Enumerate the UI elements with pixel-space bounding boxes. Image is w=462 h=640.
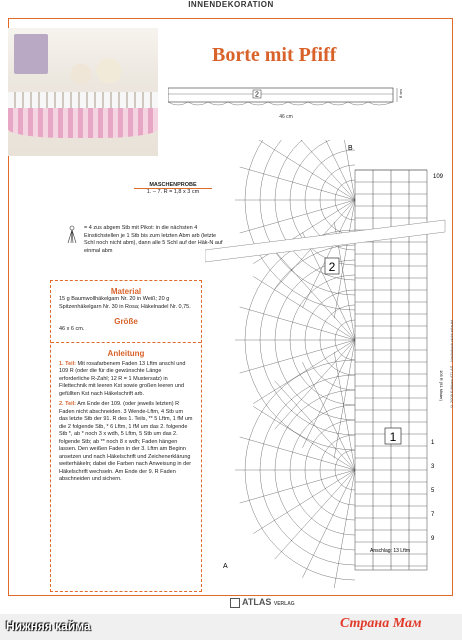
fan-stitch	[253, 140, 355, 200]
label-b: B	[348, 145, 353, 152]
part1-box-label: 1	[389, 430, 397, 444]
fan-stitch	[240, 470, 355, 503]
crochet-chart	[205, 140, 460, 595]
fan-arc	[275, 140, 355, 280]
page-title: Borte mit Pfiff	[212, 44, 337, 66]
fan-stitch	[334, 340, 355, 458]
fan-arc	[260, 140, 355, 295]
fan-stitch	[334, 352, 355, 470]
size-heading: Größe	[114, 317, 138, 326]
fan-stitch	[275, 251, 355, 340]
fan-stitch	[275, 340, 355, 429]
fan-stitch	[302, 362, 355, 470]
strip-height-label: 6 cm	[398, 89, 403, 98]
cluster-picot-icon	[66, 225, 78, 245]
strip-number: 2	[255, 91, 259, 99]
instructions-box	[50, 280, 202, 592]
row-top-label: 109	[433, 174, 444, 180]
row-number: 5	[431, 488, 435, 494]
photo-pink-border	[8, 108, 158, 138]
part2-box-label: 2	[328, 260, 336, 274]
instructions-heading: Anleitung	[107, 348, 145, 358]
atlas-logo-icon	[230, 598, 240, 608]
symbol-legend	[66, 225, 224, 255]
product-photo	[8, 28, 158, 156]
gauge-title: MASCHENPROBE	[134, 182, 212, 189]
gauge-box	[134, 182, 212, 195]
part1-text: Mit rosafarbenem Faden 13 Lftm anschl und 109 R (oder die für die gewünschte Länge erforderliche R-Zahl; 12 R = 1 Mustersatz) in Filettechnik mit leeren Kst sowie großen leeren und gefüllten Kst nach Häkelschrift arb.	[59, 360, 186, 397]
publisher-name: ATLAS	[242, 597, 272, 607]
row-number: 1	[431, 440, 435, 446]
site-watermark: Страна Мам	[340, 616, 422, 631]
fan-stitch	[334, 470, 355, 588]
row-number: 9	[431, 536, 435, 542]
fan-stitch	[240, 167, 355, 200]
size-text: 46 x 6 cm.	[59, 326, 85, 332]
fan-stitch	[302, 200, 355, 308]
row-number: 3	[431, 464, 435, 470]
material-text: 15 g Baumwollhäkelgarn Nr. 20 in Weiß; 20 g Spitzenhäkelgarn Nr. 30 in Rosa; Häkelnadel Nr. 0,75.	[59, 296, 191, 310]
fan-stitch	[302, 340, 355, 448]
fan-stitch	[240, 307, 355, 340]
fan-stitch	[240, 437, 355, 470]
fan-stitch	[240, 200, 355, 233]
legend-text: = 4 zus abgem Stb mit Pikot: in die nächsten 4 Einstichstellen je 1 Stb bis zum letzten Abm arb (letzte Schl noch nicht abm), dann alle 5 Schl auf der Häk-N auf einmal abm	[84, 225, 223, 254]
fan-stitch	[275, 381, 355, 470]
photo-shells	[60, 56, 130, 86]
fan-stitch	[275, 470, 355, 559]
part2-text: Am Ende der 109. (oder jeweils letzten) R Faden nicht abschneiden. 3 Wende-Lftm, 4 Stb um das letzte Stb der 91. R des 1. Teils, ** 5 Lftm, 1 fM um die 2 folgende Stb, * 6 Lftm, 1 fM um das 2. folgende Stb *, ab * noch 3 x wdh, 5 Lftm, 5 Stb um das 2. folgende Stb; ab ** noch 8 x wdh; Faden hängen lassen. Den weißen Faden in der 3. Lftm am Beginn ansetzen und nach Häkelschrift und Zeichenerklärung weiterhäkeln; dabei die Farben nach Anweisung in der Häkelschrift wechseln. Am Ende der 9. R Faden abschneiden und sichern.	[59, 401, 193, 482]
row-count-label: 109 R (91 Mister)	[439, 370, 444, 401]
label-a: A	[223, 563, 228, 570]
fan-stitch	[240, 340, 355, 373]
photo-white-lace	[8, 92, 158, 108]
anschlag-label: Anschlag: 13 Lftm	[370, 548, 411, 554]
fan-stitch	[302, 470, 355, 578]
gauge-value: 1. – 7. R = 1,8 x 3 cm	[146, 189, 200, 195]
strip-width-label: 46 cm	[279, 114, 293, 120]
material-heading: Material	[110, 287, 142, 296]
part2-label: 2. Teil:	[59, 401, 77, 407]
caption-left: Нижняя кайма	[6, 619, 91, 633]
row-number: 7	[431, 512, 435, 518]
photo-box	[14, 34, 48, 74]
section-header: INNENDEKORATION	[188, 0, 274, 9]
publisher-sub: VERLAG	[273, 601, 295, 607]
border-overview-drawing	[168, 84, 404, 110]
copyright-side-text: © 2008 Editions ATLAS · Nachdruck nicht erlaubt	[449, 320, 454, 410]
part1-label: 1. Teil:	[59, 360, 77, 367]
publisher-logo	[230, 597, 295, 608]
